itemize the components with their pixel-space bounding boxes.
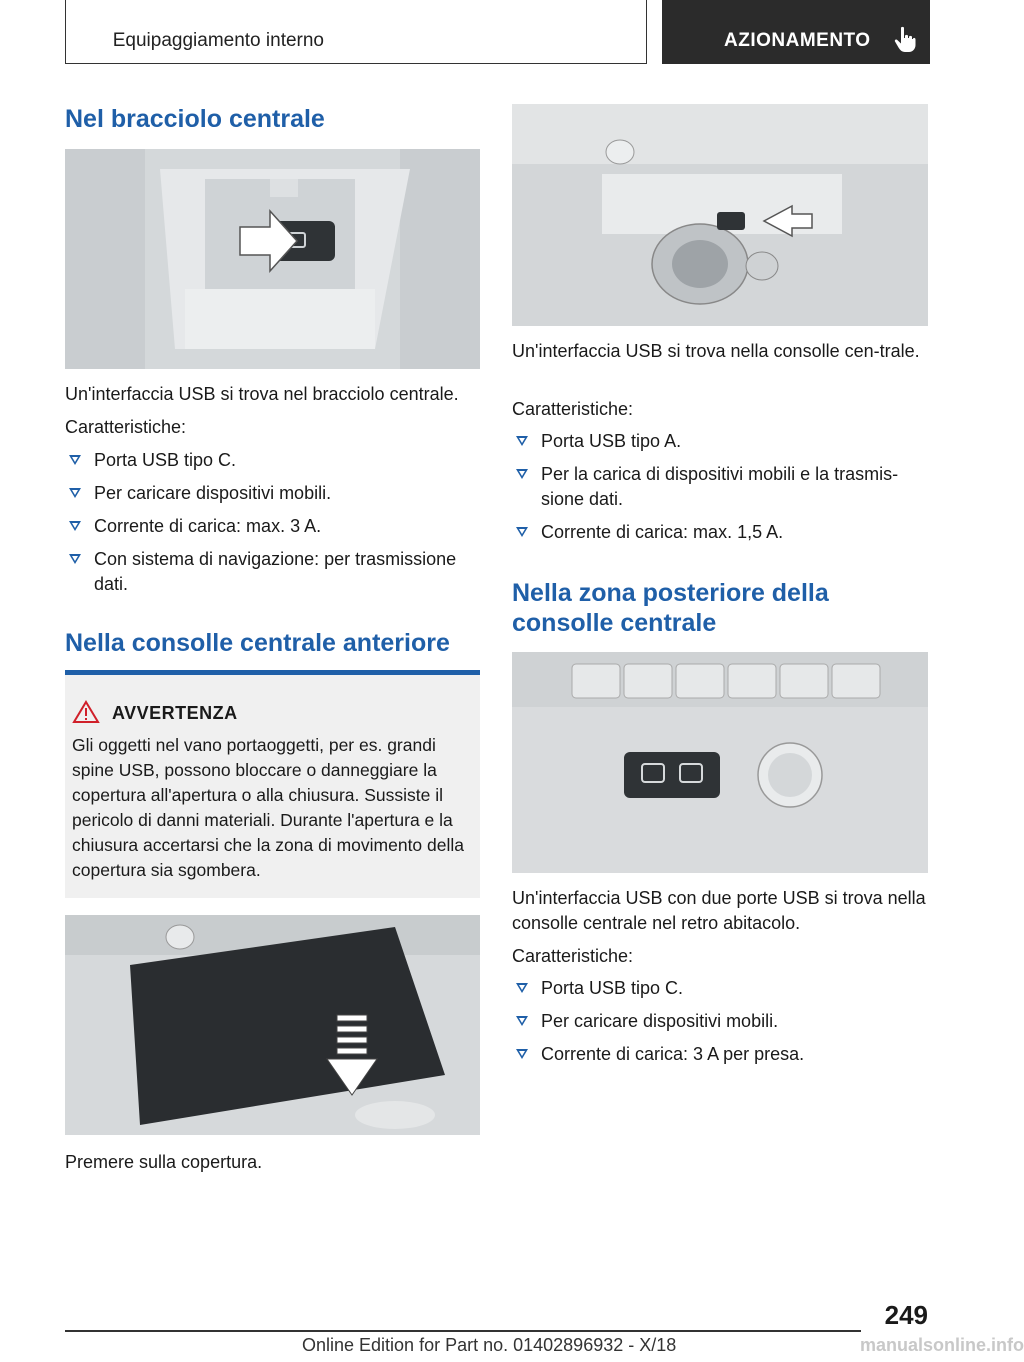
list-item: Corrente di carica: 3 A per presa. <box>512 1042 928 1067</box>
triangle-bullet-icon <box>69 554 81 564</box>
list-item: Con sistema di navigazione: per trasmissione dati. <box>65 547 480 597</box>
triangle-bullet-icon <box>516 1016 528 1026</box>
hand-pointer-icon <box>894 26 916 54</box>
list-item: Porta USB tipo C. <box>512 976 928 1001</box>
heading-rear-console: Nella zona posteriore della consolle centrale <box>512 579 829 637</box>
header-chapter-title: AZIONAMENTO <box>724 30 871 51</box>
triangle-bullet-icon <box>516 436 528 446</box>
triangle-bullet-icon <box>516 469 528 479</box>
list-item: Per la carica di dispositivi mobili e la trasmis-sione dati. <box>512 462 928 512</box>
warning-title: AVVERTENZA <box>112 703 238 723</box>
list-item: Per caricare dispositivi mobili. <box>512 1009 928 1034</box>
triangle-bullet-icon <box>516 1049 528 1059</box>
cover-caption: Premere sulla copertura. <box>65 1152 263 1172</box>
list-item: Corrente di carica: max. 1,5 A. <box>512 520 928 545</box>
warning-box <box>65 670 480 898</box>
front-usb-caption: Un'interfaccia USB si trova nella consolle cen-trale. <box>512 341 920 361</box>
rear-usb-features-label: Caratteristiche: <box>512 946 634 966</box>
list-item: Per caricare dispositivi mobili. <box>65 481 480 506</box>
front-usb-features-label: Caratteristiche: <box>512 399 634 419</box>
footer-edition: Online Edition for Part no. 01402896932 - X/18 <box>302 1335 677 1355</box>
header-section-title: Equipaggiamento interno <box>112 30 324 51</box>
heading-front-console: Nella consolle centrale anteriore <box>65 629 450 657</box>
rear-usb-feature-list <box>512 976 928 1075</box>
triangle-bullet-icon <box>69 488 81 498</box>
heading-armrest: Nel bracciolo centrale <box>65 105 325 133</box>
header-chapter-tab <box>662 0 930 64</box>
front-console-cover-image <box>65 915 480 1135</box>
triangle-bullet-icon <box>69 521 81 531</box>
rear-console-usb-image <box>512 652 928 873</box>
triangle-bullet-icon <box>516 527 528 537</box>
triangle-bullet-icon <box>69 455 81 465</box>
triangle-bullet-icon <box>516 983 528 993</box>
footer-watermark: manualsonline.info <box>860 1335 1024 1355</box>
armrest-caption: Un'interfaccia USB si trova nel bracciolo centrale. <box>65 384 459 404</box>
warning-triangle-icon <box>73 701 99 723</box>
footer-rule <box>65 1330 861 1332</box>
armrest-features-label: Caratteristiche: <box>65 417 187 437</box>
rear-usb-caption: Un'interfaccia USB con due porte USB si trova nella consolle centrale nel retro abitacolo. <box>512 888 926 933</box>
page-number: 249 <box>884 1300 928 1330</box>
front-usb-feature-list <box>512 429 928 553</box>
list-item: Porta USB tipo C. <box>65 448 480 473</box>
armrest-feature-list <box>65 448 480 605</box>
list-item: Porta USB tipo A. <box>512 429 928 454</box>
header-section-box <box>65 0 647 64</box>
warning-text: Gli oggetti nel vano portaoggetti, per es. grandi spine USB, possono bloccare o danneggiare la copertura all'apertura o alla chiusura. Sussiste il pericolo di danni materiali. Durante l'apertura e la chiusura accertarsi che la zona di movimento della copertura sia sgombera. <box>72 735 464 880</box>
list-item: Corrente di carica: max. 3 A. <box>65 514 480 539</box>
armrest-usb-image <box>65 149 480 369</box>
front-console-usb-image <box>512 104 928 326</box>
